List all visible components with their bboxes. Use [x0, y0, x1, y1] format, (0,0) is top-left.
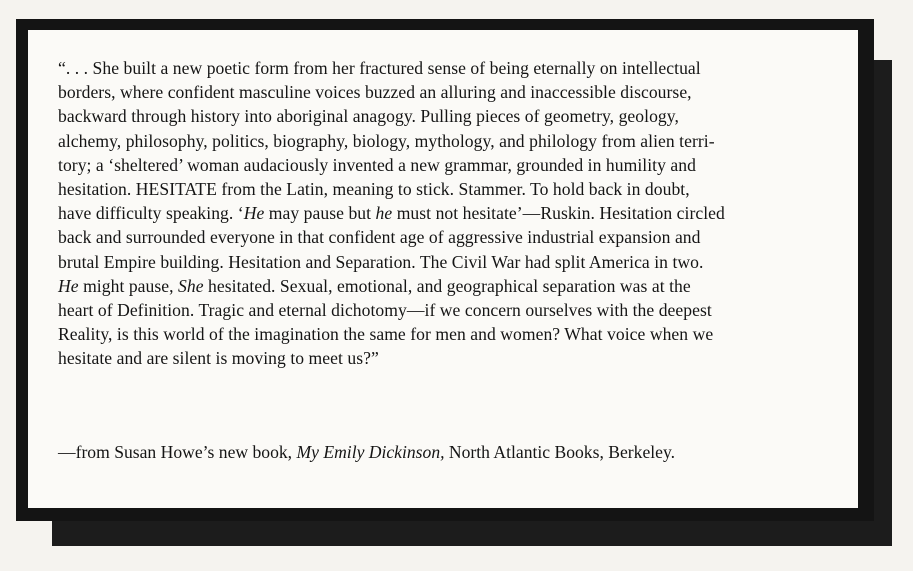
source-prefix: —from Susan Howe’s new book,: [58, 442, 297, 462]
quote-line-7-he-italic: He: [243, 203, 265, 224]
quote-line-7-he-italic-2: he: [375, 203, 393, 224]
quote-line-9: brutal Empire building. Hesitation and Separation. The Civil War had split America in two.: [58, 251, 704, 272]
quote-line-10-he-italic: He: [58, 275, 79, 296]
quote-line-12: Reality, is this world of the imagination the same for men and women? What voice when we: [58, 324, 714, 345]
quote-line-3: backward through history into aboriginal anagogy. Pulling pieces of geometry, geology,: [58, 106, 679, 127]
quote-line-7: [58, 201, 848, 225]
quote-line-13: hesitate and are silent is moving to meet us?”: [58, 348, 379, 369]
quote-line-5: tory; a ‘sheltered’ woman audaciously invented a new grammar, grounded in humility and: [58, 154, 696, 175]
quote-line-8: back and surrounded everyone in that confident age of aggressive industrial expansion and: [58, 227, 701, 248]
source-attribution: [58, 440, 675, 464]
quote-line-7-c: may pause but: [264, 203, 376, 224]
quotation-text: [58, 56, 848, 371]
source-suffix: North Atlantic Books, Berkeley.: [444, 442, 676, 462]
quote-line-1: “. . . She built a new poetic form from her fractured sense of being eternally on intellectual: [58, 58, 701, 78]
quote-line-7-e: must not hesitate’—Ruskin. Hesitation circled: [392, 203, 725, 224]
quote-line-10-she-italic: She: [178, 275, 204, 296]
quote-line-7-a: have difficulty speaking. ‘: [58, 203, 244, 224]
quote-line-10-d: hesitated. Sexual, emotional, and geographical separation was at the: [203, 275, 691, 296]
quote-line-6: hesitation. HESITATE from the Latin, meaning to stick. Stammer. To hold back in doubt,: [58, 179, 690, 200]
quote-line-10: [58, 274, 848, 298]
quote-line-2: borders, where confident masculine voices buzzed an alluring and inaccessible discourse,: [58, 82, 692, 103]
book-title: My Emily Dickinson,: [296, 442, 445, 462]
quote-line-11: heart of Definition. Tragic and eternal dichotomy—if we concern ourselves with the deepest: [58, 300, 712, 321]
quote-line-10-b: might pause,: [78, 275, 179, 296]
quote-line-4: alchemy, philosophy, politics, biography, biology, mythology, and philology from alien terri-: [58, 130, 715, 151]
